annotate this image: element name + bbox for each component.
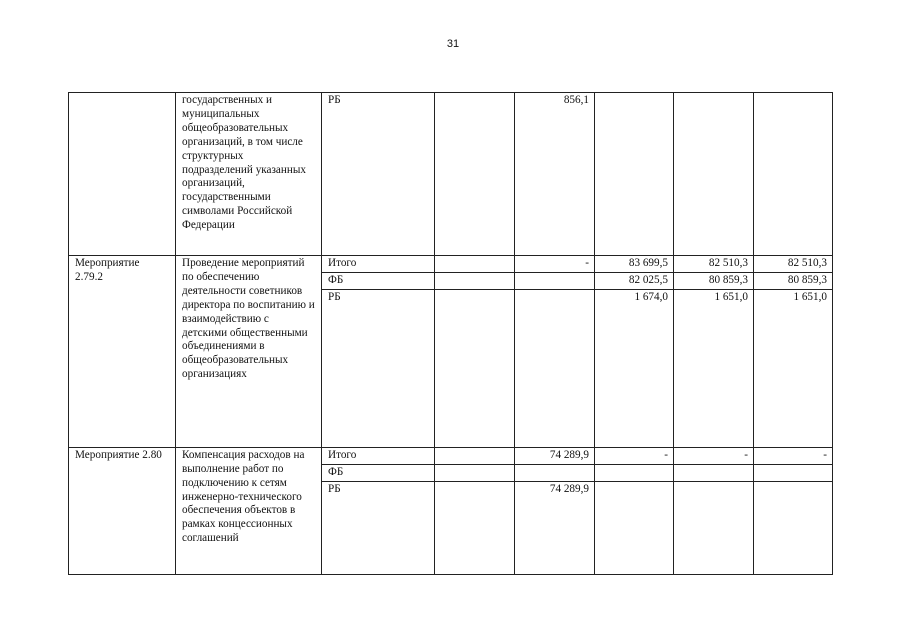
cell-funding-source: ФБ [322, 272, 435, 289]
cell-value [435, 447, 515, 464]
cell-value [754, 464, 833, 481]
cell-value: 82 510,3 [674, 256, 754, 273]
cell-value: 82 025,5 [595, 272, 674, 289]
cell-value [754, 481, 833, 574]
cell-value: 1 651,0 [674, 289, 754, 447]
cell-value: 83 699,5 [595, 256, 674, 273]
cell-value [515, 272, 595, 289]
cell-value [595, 93, 674, 256]
cell-measure-name [69, 93, 176, 256]
cell-funding-source: Итого [322, 256, 435, 273]
cell-value: - [515, 256, 595, 273]
cell-description: Компенсация расходов на выполнение работ по подключению к сетям инженерно-технического обеспечения объектов в рамках концессионных соглашений [176, 447, 322, 574]
table-row-280-total [69, 447, 833, 464]
cell-value: - [674, 447, 754, 464]
cell-value: 1 674,0 [595, 289, 674, 447]
cell-funding-source: РБ [322, 93, 435, 256]
cell-value [435, 464, 515, 481]
cell-value [435, 93, 515, 256]
cell-value [674, 93, 754, 256]
cell-value [435, 272, 515, 289]
cell-funding-source: РБ [322, 289, 435, 447]
cell-value [435, 481, 515, 574]
cell-value: 74 289,9 [515, 481, 595, 574]
page-number: 31 [446, 38, 460, 50]
cell-measure-name: Мероприятие 2.79.2 [69, 256, 176, 448]
cell-value: - [595, 447, 674, 464]
cell-value: 82 510,3 [754, 256, 833, 273]
cell-value: - [754, 447, 833, 464]
cell-description: Проведение мероприятий по обеспечению деятельности советников директора по воспитанию и взаимодействию с детскими общественными объединениями в общеобразовательных организациях [176, 256, 322, 448]
cell-value [435, 256, 515, 273]
cell-value [595, 481, 674, 574]
cell-value: 1 651,0 [754, 289, 833, 447]
budget-table [68, 92, 833, 575]
cell-value [515, 464, 595, 481]
cell-value: 80 859,3 [674, 272, 754, 289]
cell-value [674, 481, 754, 574]
cell-value: 80 859,3 [754, 272, 833, 289]
cell-funding-source: ФБ [322, 464, 435, 481]
cell-value [515, 289, 595, 447]
cell-value [754, 93, 833, 256]
cell-funding-source: Итого [322, 447, 435, 464]
cell-value [595, 464, 674, 481]
cell-description: государственных и муниципальных общеобразовательных организаций, в том числе структурных подразделений указанных организаций, государственными символами Российской Федерации [176, 93, 322, 256]
cell-value [674, 464, 754, 481]
cell-value: 856,1 [515, 93, 595, 256]
table-row-continuation [69, 93, 833, 256]
cell-value: 74 289,9 [515, 447, 595, 464]
table-row-2792-total [69, 256, 833, 273]
cell-measure-name: Мероприятие 2.80 [69, 447, 176, 574]
cell-value [435, 289, 515, 447]
cell-funding-source: РБ [322, 481, 435, 574]
